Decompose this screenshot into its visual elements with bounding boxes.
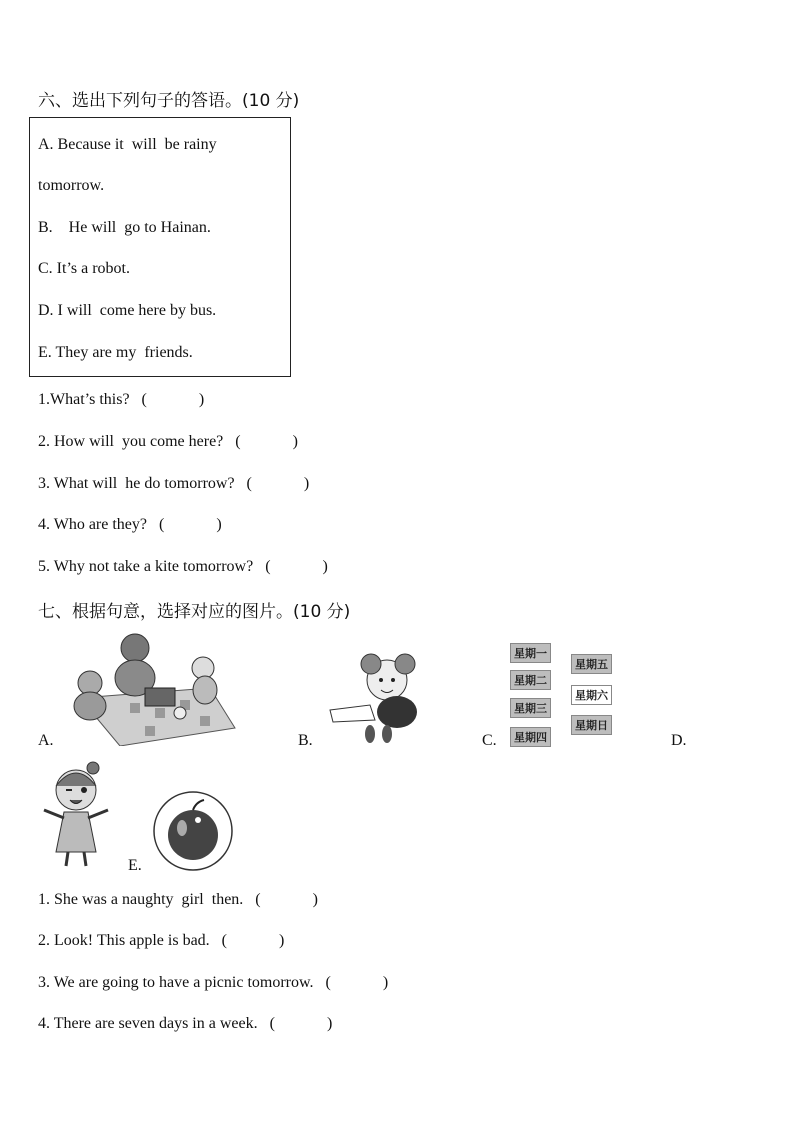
label-b: B. (298, 732, 313, 749)
options-box (29, 117, 291, 377)
section7-heading: 七、根据句意，选择对应的图片。(10 分) (38, 602, 351, 622)
day-thursday: 星期四 (510, 727, 551, 747)
day-sunday: 星期日 (571, 715, 612, 735)
label-a: A. (38, 732, 54, 749)
day-wednesday: 星期三 (510, 698, 551, 718)
s6-question-1[interactable]: 1.What’s this? ( ) (38, 391, 205, 408)
label-c: C. (482, 732, 497, 749)
day-friday: 星期五 (571, 654, 612, 674)
option-a-cont: tomorrow. (38, 177, 105, 194)
picnic-illustration (60, 628, 240, 746)
s7-question-2[interactable]: 2. Look! This apple is bad. ( ) (38, 932, 285, 949)
s6-question-3[interactable]: 3. What will he do tomorrow? ( ) (38, 475, 310, 492)
option-a: A. Because it will be rainy (38, 136, 217, 153)
reading-child-illustration (325, 650, 430, 745)
option-d: D. I will come here by bus. (38, 302, 217, 319)
day-monday: 星期一 (510, 643, 551, 663)
label-d: D. (671, 732, 687, 749)
label-e: E. (128, 857, 142, 874)
naughty-girl-illustration (38, 760, 113, 870)
day-tuesday: 星期二 (510, 670, 551, 690)
s7-question-3[interactable]: 3. We are going to have a picnic tomorrow. ( ) (38, 974, 389, 991)
s6-question-4[interactable]: 4. Who are they? ( ) (38, 516, 222, 533)
option-b: B. He will go to Hainan. (38, 219, 211, 236)
s7-question-1[interactable]: 1. She was a naughty girl then. ( ) (38, 891, 318, 908)
day-saturday: 星期六 (571, 685, 612, 705)
s7-question-4[interactable]: 4. There are seven days in a week. ( ) (38, 1015, 333, 1032)
s6-question-5[interactable]: 5. Why not take a kite tomorrow? ( ) (38, 558, 328, 575)
s6-question-2[interactable]: 2. How will you come here? ( ) (38, 433, 298, 450)
section6-heading: 六、选出下列句子的答语。(10 分) (38, 91, 300, 111)
option-e: E. They are my friends. (38, 344, 193, 361)
option-c: C. It’s a robot. (38, 260, 130, 277)
bad-apple-illustration (152, 790, 234, 872)
